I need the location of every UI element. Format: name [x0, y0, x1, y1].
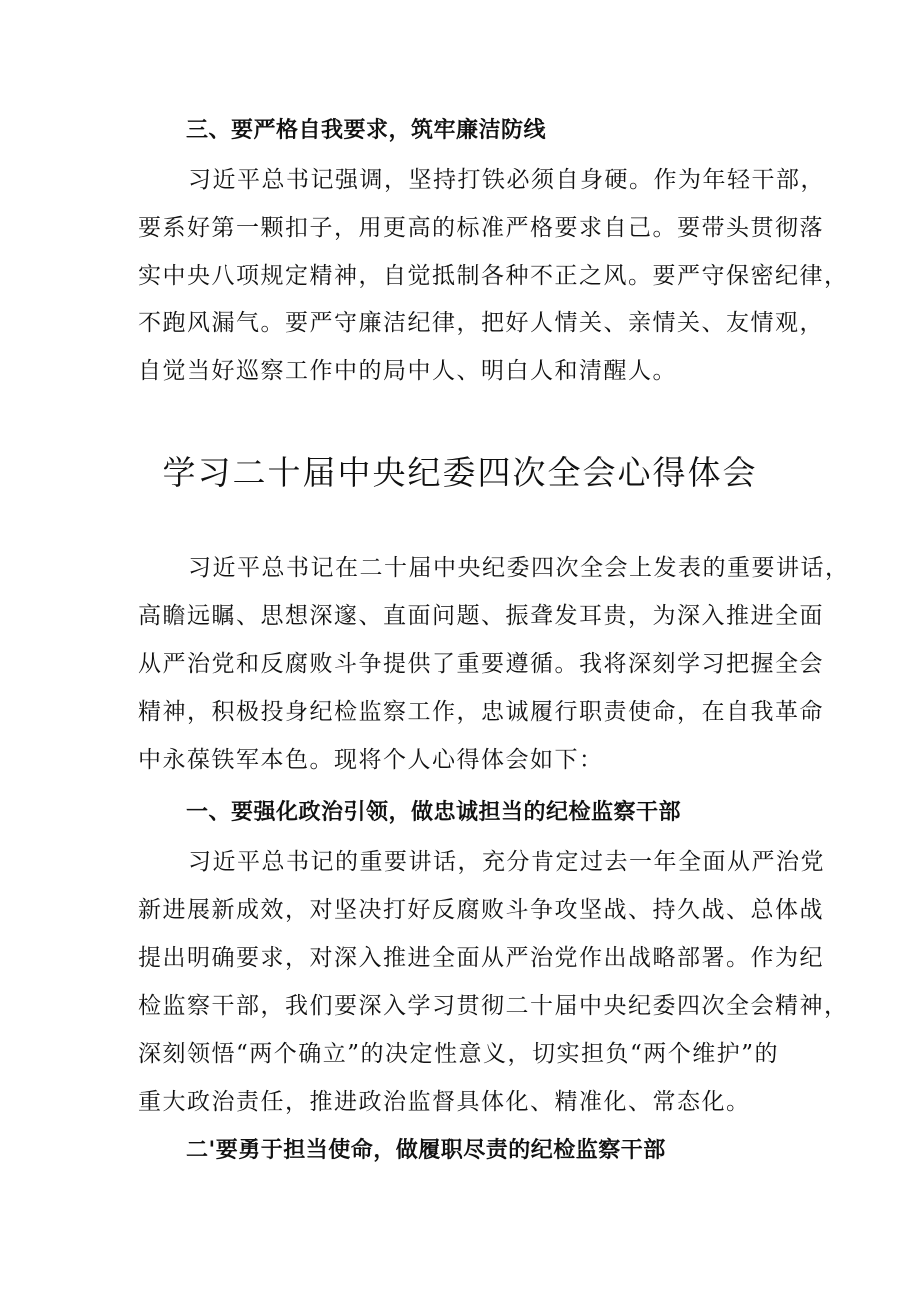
paragraph-line: 精神，积极投身纪检监察工作，忠诚履行职责使命，在自我革命 — [138, 699, 824, 725]
paragraph-line: 从严治党和反腐败斗争提供了重要遵循。我将深刻学习把握全会 — [138, 651, 824, 677]
paragraph-line: 提出明确要求，对深入推进全面从严治党作出战略部署。作为纪 — [138, 945, 824, 971]
paragraph-line: 习近平总书记强调，坚持打铁必须自身硬。作为年轻干部， — [188, 167, 825, 193]
paragraph-line: 要系好第一颗扣子，用更高的标准严格要求自己。要带头贯彻落 — [138, 215, 824, 241]
paragraph-line: 不跑风漏气。要严守廉洁纪律，把好人情关、亲情关、友情观， — [138, 310, 824, 336]
paragraph-line: 自觉当好巡察工作中的局中人、明白人和清醒人。 — [138, 358, 677, 384]
paragraph-line: 新进展新成效，对坚决打好反腐败斗争攻坚战、持久战、总体战 — [138, 897, 824, 923]
paragraph-line: 深刻领悟“两个确立”的决定性意义，切实担负“两个维护”的 — [138, 1041, 780, 1067]
document-title: 学习二十届中央纪委四次全会心得体会 — [162, 453, 758, 492]
section-two-heading: 二'要勇于担当使命，做履职尽责的纪检监察干部 — [186, 1138, 666, 1163]
paragraph-line: 习近平总书记在二十届中央纪委四次全会上发表的重要讲话， — [188, 555, 850, 581]
section-three-heading: 三、要严格自我要求，筑牢廉洁防线 — [186, 118, 547, 143]
section-one-heading: 一、要强化政治引领，做忠诚担当的纪检监察干部 — [186, 800, 682, 825]
paragraph-line: 高瞻远瞩、思想深邃、直面问题、振聋发耳贵，为深入推进全面 — [138, 603, 824, 629]
paragraph-line: 重大政治责任，推进政治监督具体化、精准化、常态化。 — [138, 1089, 751, 1115]
paragraph-line: 检监察干部，我们要深入学习贯彻二十届中央纪委四次全会精神， — [138, 993, 849, 1019]
paragraph-line: 习近平总书记的重要讲话，充分肯定过去一年全面从严治党 — [188, 849, 825, 875]
paragraph-line: 实中央八项规定精神，自觉抵制各种不正之风。要严守保密纪律， — [138, 263, 849, 289]
paragraph-line: 中永葆铁军本色。现将个人心得体会如下： — [138, 747, 604, 773]
